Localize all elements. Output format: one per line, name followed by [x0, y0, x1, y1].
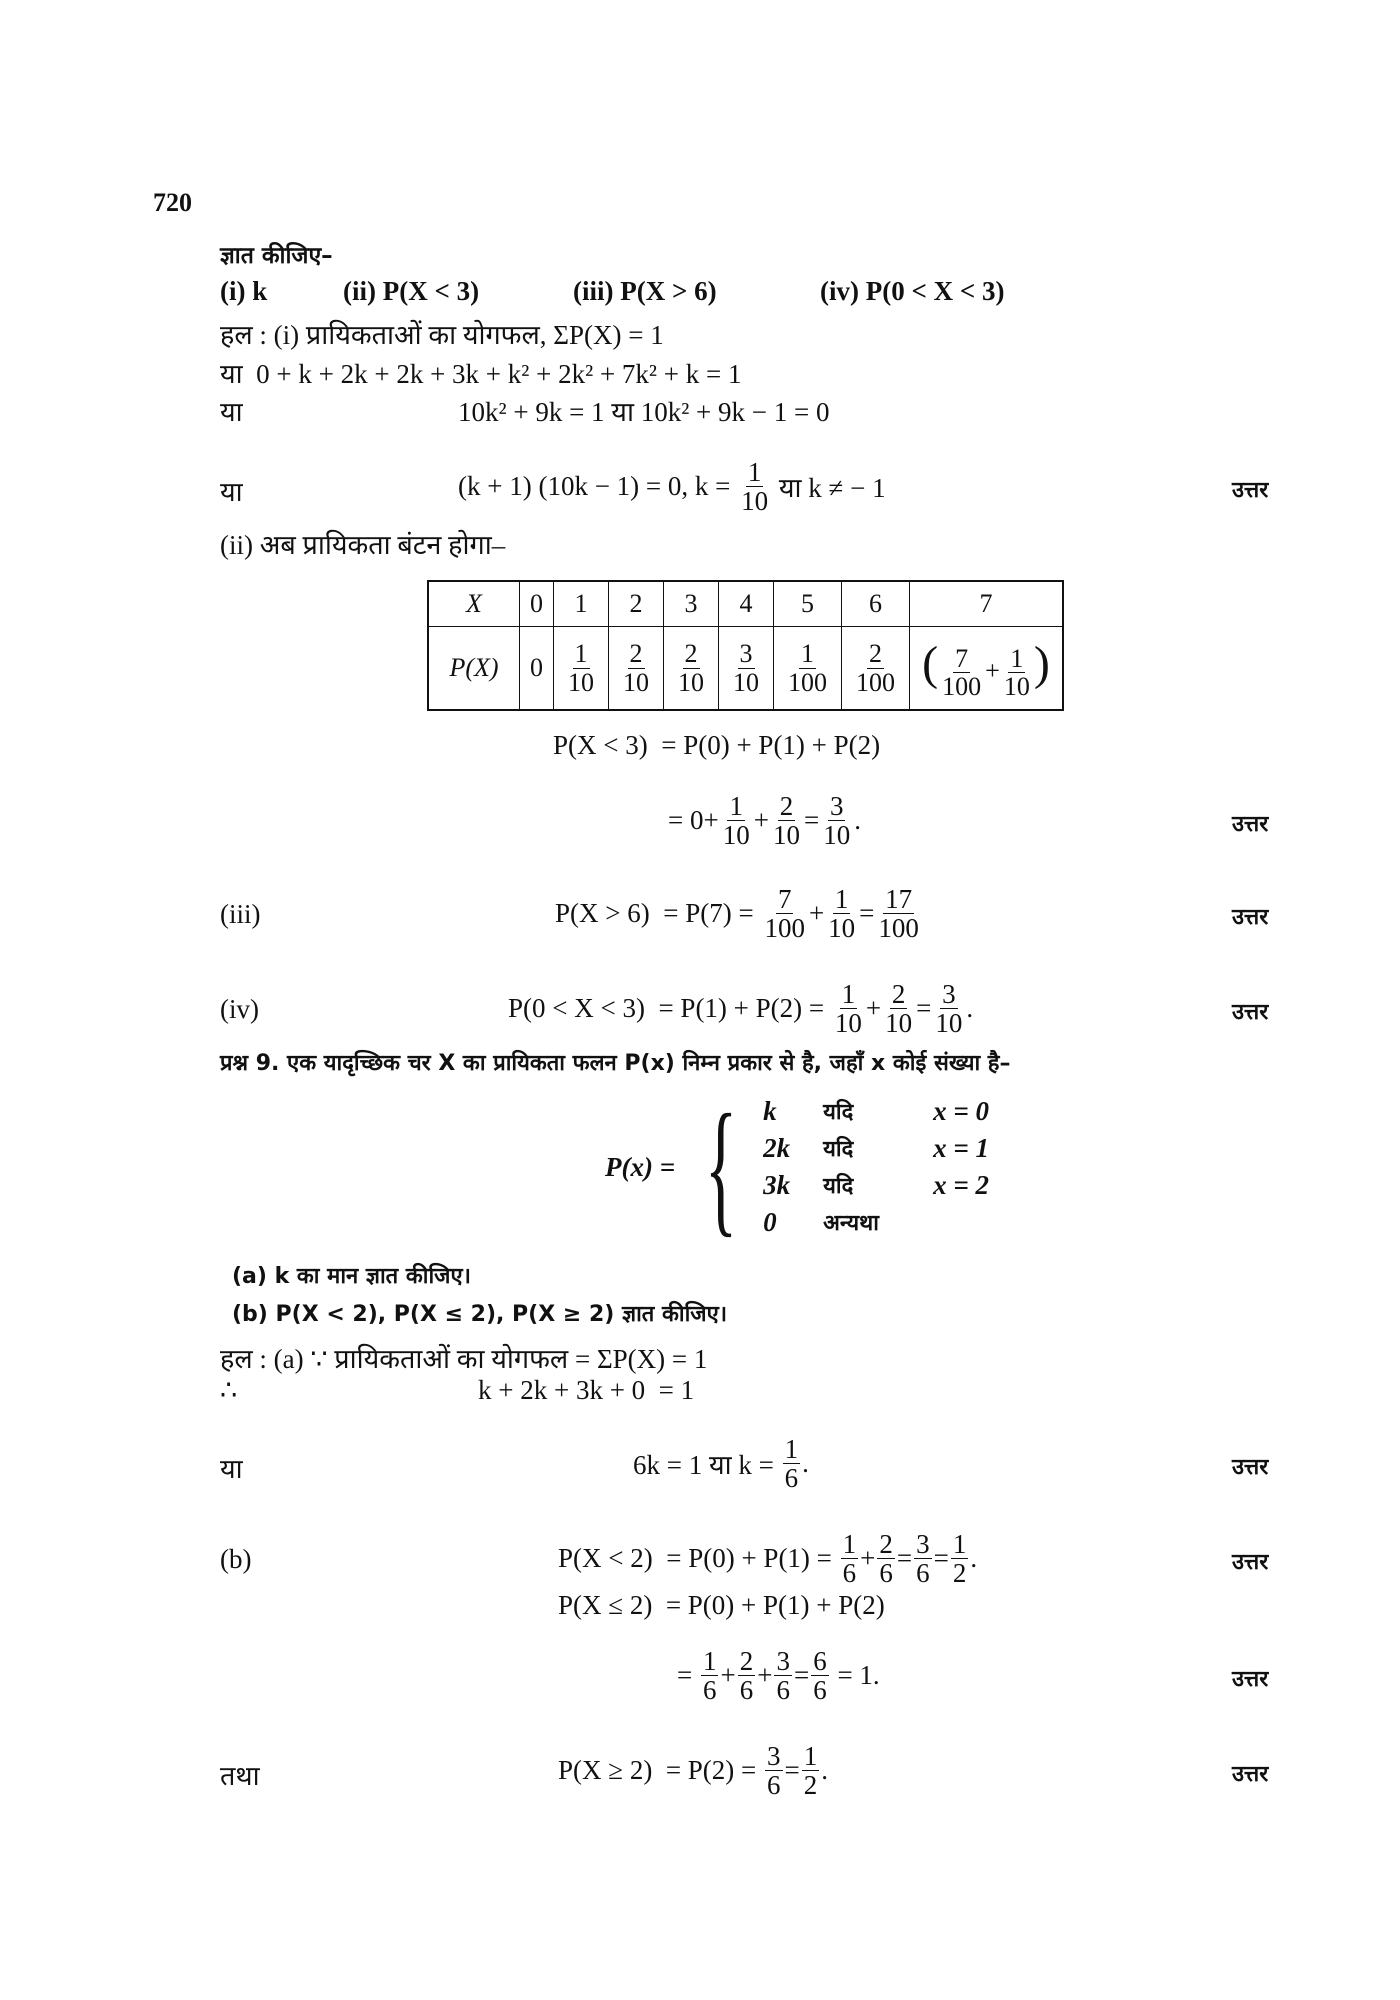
- line-label: या: [220, 397, 243, 427]
- fraction: [621, 640, 651, 696]
- equation-text: या 0 + k + 2k + 2k + 3k + k² + 2k² + 7k² + k = 1: [220, 359, 742, 389]
- case-x: x = 2: [933, 1170, 990, 1200]
- equation-line: [220, 354, 741, 391]
- table-cell-x: 3: [664, 581, 719, 627]
- equation-text: =: [859, 898, 875, 929]
- fraction-numerator: 1: [841, 979, 856, 1009]
- fraction-denominator: 10: [828, 913, 856, 944]
- answer-label: उत्तर: [1232, 1000, 1269, 1025]
- fraction: [914, 1530, 932, 1588]
- case-value: 3k: [763, 1170, 791, 1200]
- fraction-numerator: 7: [777, 884, 792, 914]
- fraction-numerator: 3: [739, 639, 753, 669]
- part-i: (i) k: [220, 276, 268, 306]
- equation-text: =: [916, 993, 932, 1024]
- fraction: [826, 885, 857, 943]
- case-condition: यदि: [823, 1174, 854, 1199]
- equation-text: = 1.: [830, 1660, 880, 1691]
- table-cell-px: [554, 627, 609, 711]
- fraction-numerator: 2: [779, 791, 794, 821]
- fraction-denominator: 10: [1003, 672, 1030, 702]
- line-label: (iv): [220, 994, 259, 1024]
- fraction-numerator: 2: [869, 639, 882, 669]
- equation-text: 6k = 1 या k =: [633, 1450, 781, 1481]
- equation-text: k + 2k + 3k + 0 = 1: [478, 1375, 695, 1405]
- fraction-numerator: 1: [702, 1646, 717, 1676]
- fraction: [1002, 645, 1032, 701]
- fraction-numerator: 7: [955, 643, 969, 673]
- fraction-denominator: 100: [788, 667, 827, 697]
- equation-text: .: [854, 805, 861, 836]
- piecewise-cases: [763, 1096, 1023, 1238]
- fraction: [940, 645, 983, 701]
- answer-label: उत्तर: [1232, 905, 1269, 930]
- piecewise-lhs: P(x) =: [605, 1151, 676, 1182]
- equation-text: P(X ≤ 2) = P(0) + P(1) + P(2): [558, 1590, 885, 1620]
- fraction-numerator: 3: [942, 979, 956, 1009]
- line-label: ∴: [220, 1375, 238, 1405]
- fraction-numerator: 1: [834, 884, 849, 914]
- fraction-denominator: 10: [741, 486, 769, 517]
- fraction-denominator: 10: [772, 820, 800, 851]
- equation-line: [677, 1647, 880, 1705]
- equation-text: .: [970, 1543, 978, 1574]
- equation-text: +: [860, 1543, 876, 1574]
- left-brace-icon: {: [704, 1084, 738, 1250]
- equation-line: [555, 885, 923, 943]
- equation-line: [478, 1375, 694, 1406]
- plus-sign: +: [985, 655, 1000, 685]
- equation-line: [458, 458, 886, 516]
- equation-text: +: [720, 1660, 736, 1691]
- equation-text: (k + 1) (10k − 1) = 0, k =: [458, 471, 738, 502]
- equation-text: = 0+: [668, 805, 719, 836]
- fraction: [771, 792, 802, 850]
- fraction-denominator: 100: [856, 667, 895, 697]
- equation-text: प्रश्न 9. एक यादृच्छिक चर X का प्रायिकता फलन P(x) निम्न प्रकार से है, जहाँ x कोई संख्या है–: [220, 1051, 1011, 1076]
- fraction-denominator: 10: [834, 1008, 862, 1039]
- fraction-numerator: 2: [739, 1646, 754, 1676]
- equation-text: +: [808, 898, 825, 929]
- answer-label: उत्तर: [1232, 1762, 1269, 1787]
- page-number: 720: [153, 188, 192, 217]
- answer-label: उत्तर: [1232, 1455, 1269, 1480]
- table-cell-x: 6: [842, 581, 910, 627]
- equation-text: =: [896, 1543, 913, 1574]
- fraction-denominator: 6: [702, 1675, 717, 1706]
- fraction-denominator: 6: [842, 1558, 857, 1589]
- equation-line: [633, 1435, 809, 1493]
- fraction-numerator: 1: [747, 457, 762, 487]
- fraction: [802, 1742, 820, 1800]
- case-value: k: [763, 1096, 777, 1126]
- case-x: x = 0: [933, 1096, 990, 1126]
- equation-text: हल : (a) ∵ प्रायिकताओं का योगफल = ΣP(X) = 1: [220, 1344, 708, 1374]
- fraction-denominator: 2: [803, 1770, 818, 1801]
- equation-line: [558, 1530, 977, 1588]
- fraction: [833, 980, 864, 1038]
- fraction-numerator: 1: [842, 1529, 857, 1559]
- fraction: [738, 1647, 756, 1705]
- equation-line: [220, 525, 505, 562]
- case-condition: यदि: [823, 1137, 854, 1162]
- fraction: [854, 640, 897, 696]
- piecewise-function: [605, 1084, 1023, 1250]
- equation-text: (a) k का मान ज्ञात कीजिए।: [232, 1264, 472, 1289]
- table-cell-x: 1: [554, 581, 609, 627]
- open-paren: (: [922, 636, 939, 690]
- equation-line: [558, 1742, 828, 1800]
- fraction-denominator: 10: [623, 667, 649, 697]
- equation-text: P(X < 2) = P(0) + P(1) =: [558, 1543, 839, 1574]
- equation-text: .: [821, 1755, 829, 1786]
- case-condition: यदि: [823, 1100, 854, 1125]
- line-label: या: [220, 477, 243, 507]
- equation-text: =: [677, 1660, 699, 1691]
- find-heading: ज्ञात कीजिए–: [220, 243, 333, 269]
- table-cell-x: 5: [774, 581, 842, 627]
- fraction: [676, 640, 706, 696]
- fraction-numerator: 1: [784, 1434, 799, 1464]
- equation-line: [508, 980, 973, 1038]
- fraction: [811, 1647, 829, 1705]
- fraction-numerator: 1: [729, 791, 743, 821]
- fraction-numerator: 17: [885, 884, 913, 914]
- equation-line: [232, 1260, 471, 1290]
- fraction-denominator: 100: [942, 672, 982, 702]
- table-cell-px: [910, 627, 1064, 711]
- fraction: [883, 980, 914, 1038]
- fraction-denominator: 6: [813, 1675, 827, 1706]
- fraction-denominator: 10: [722, 820, 750, 851]
- fraction: [786, 640, 829, 696]
- fraction-numerator: 1: [803, 1741, 818, 1771]
- case-value: 0: [763, 1207, 777, 1237]
- fraction-numerator: 2: [629, 639, 643, 669]
- line-label: तथा: [220, 1761, 260, 1791]
- close-paren: ): [1033, 636, 1050, 690]
- fraction-denominator: 6: [784, 1463, 799, 1494]
- fraction-denominator: 10: [935, 1008, 963, 1039]
- fraction: [821, 792, 852, 850]
- fraction-numerator: 3: [829, 791, 844, 821]
- fraction-numerator: 2: [879, 1529, 893, 1559]
- fraction-numerator: 3: [916, 1529, 930, 1559]
- table-header-x: X: [428, 581, 520, 627]
- part-iii: (iii) P(X > 6): [573, 276, 717, 306]
- fraction: [731, 640, 761, 696]
- fraction-numerator: 1: [801, 639, 814, 669]
- table-cell-px: [774, 627, 842, 711]
- probability-distribution-table: [427, 580, 1064, 711]
- equation-line: [220, 1047, 1011, 1077]
- fraction-denominator: 6: [916, 1558, 930, 1589]
- equation-text: हल : (i) प्रायिकताओं का योगफल, ΣP(X) = 1: [220, 320, 664, 350]
- equation-text: +: [753, 805, 769, 836]
- fraction-numerator: 3: [767, 1741, 781, 1771]
- equation-text: 10k² + 9k = 1 या 10k² + 9k − 1 = 0: [458, 397, 830, 427]
- equation-text: P(X < 3) = P(0) + P(1) + P(2): [553, 730, 881, 760]
- equation-text: या k ≠ − 1: [772, 473, 886, 504]
- fraction-numerator: 6: [813, 1646, 827, 1676]
- fraction-denominator: 100: [878, 913, 919, 944]
- equation-text: (b) P(X < 2), P(X ≤ 2), P(X ≥ 2) ज्ञात कीजिए।: [232, 1302, 728, 1327]
- fraction-denominator: 10: [885, 1008, 913, 1039]
- fraction-numerator: 2: [891, 979, 906, 1009]
- fraction-denominator: 10: [568, 667, 594, 697]
- equation-text: =: [933, 1543, 949, 1574]
- equation-text: =: [784, 1755, 800, 1786]
- fraction: [841, 1530, 859, 1588]
- fraction-denominator: 2: [952, 1558, 967, 1589]
- case-x: [933, 1207, 1023, 1238]
- fraction-denominator: 10: [823, 820, 851, 851]
- fraction: [877, 1530, 895, 1588]
- fraction-denominator: 6: [767, 1770, 781, 1801]
- table-cell-x: 7: [910, 581, 1064, 627]
- equation-text: .: [966, 993, 974, 1024]
- equation-text: =: [793, 1660, 810, 1691]
- fraction: [876, 885, 921, 943]
- line-label: (b): [220, 1544, 252, 1574]
- fraction: [701, 1647, 719, 1705]
- equation-text: (ii) अब प्रायिकता बंटन होगा–: [220, 530, 506, 560]
- fraction: [951, 1530, 969, 1588]
- fraction: [783, 1435, 801, 1493]
- line-label: या: [220, 1454, 243, 1484]
- fraction-denominator: 10: [678, 667, 704, 697]
- fraction: [933, 980, 964, 1038]
- table-cell-px: [609, 627, 664, 711]
- fraction-numerator: 3: [776, 1646, 790, 1676]
- fraction-denominator: 10: [733, 667, 759, 697]
- equation-text: +: [757, 1660, 773, 1691]
- part-iv: (iv) P(0 < X < 3): [820, 276, 1005, 306]
- table-cell-px: [719, 627, 774, 711]
- equation-text: +: [865, 993, 882, 1024]
- fraction: [762, 885, 807, 943]
- table-cell-px: [664, 627, 719, 711]
- fraction-numerator: 1: [574, 639, 588, 669]
- fraction: [739, 458, 770, 516]
- equation-text: P(X > 6) = P(7) =: [555, 898, 761, 929]
- equation-line: [553, 730, 880, 761]
- answer-label: उत्तर: [1232, 1550, 1269, 1575]
- fraction-numerator: 1: [952, 1529, 967, 1559]
- table-cell-x: 2: [609, 581, 664, 627]
- case-x: x = 1: [933, 1133, 990, 1163]
- table-cell-px: 0: [520, 627, 554, 711]
- equation-text: .: [802, 1448, 809, 1479]
- fraction-denominator: 6: [879, 1558, 893, 1589]
- fraction: [566, 640, 596, 696]
- table-row-x: [428, 581, 1063, 627]
- equation-line: [232, 1298, 727, 1328]
- table-cell-x: 0: [520, 581, 554, 627]
- part-ii: (ii) P(X < 3): [343, 276, 480, 306]
- equation-text: =: [803, 805, 820, 836]
- case-value: 2k: [763, 1133, 791, 1163]
- answer-label: उत्तर: [1232, 478, 1269, 503]
- equation-text: P(0 < X < 3) = P(1) + P(2) =: [508, 993, 831, 1024]
- fraction-denominator: 6: [776, 1675, 790, 1706]
- equation-line: [558, 1590, 885, 1621]
- table-row-px: [428, 627, 1063, 711]
- fraction-numerator: 2: [684, 639, 698, 669]
- answer-label: उत्तर: [1232, 1667, 1269, 1692]
- equation-line: [220, 315, 664, 352]
- case-condition: अन्यथा: [823, 1211, 879, 1236]
- fraction-denominator: 6: [739, 1675, 754, 1706]
- equation-line: [668, 792, 861, 850]
- equation-text: P(X ≥ 2) = P(2) =: [558, 1755, 764, 1786]
- fraction: [765, 1742, 783, 1800]
- line-label: (iii): [220, 899, 261, 929]
- fraction-numerator: 1: [1010, 643, 1024, 673]
- fraction-denominator: 100: [764, 913, 805, 944]
- answer-label: उत्तर: [1232, 812, 1269, 837]
- table-cell-x: 4: [719, 581, 774, 627]
- equation-line: [220, 1339, 707, 1376]
- equation-line: [458, 392, 829, 429]
- table-cell-px: [842, 627, 910, 711]
- table-header-px: P(X): [428, 627, 520, 711]
- fraction: [774, 1647, 792, 1705]
- fraction: [721, 792, 752, 850]
